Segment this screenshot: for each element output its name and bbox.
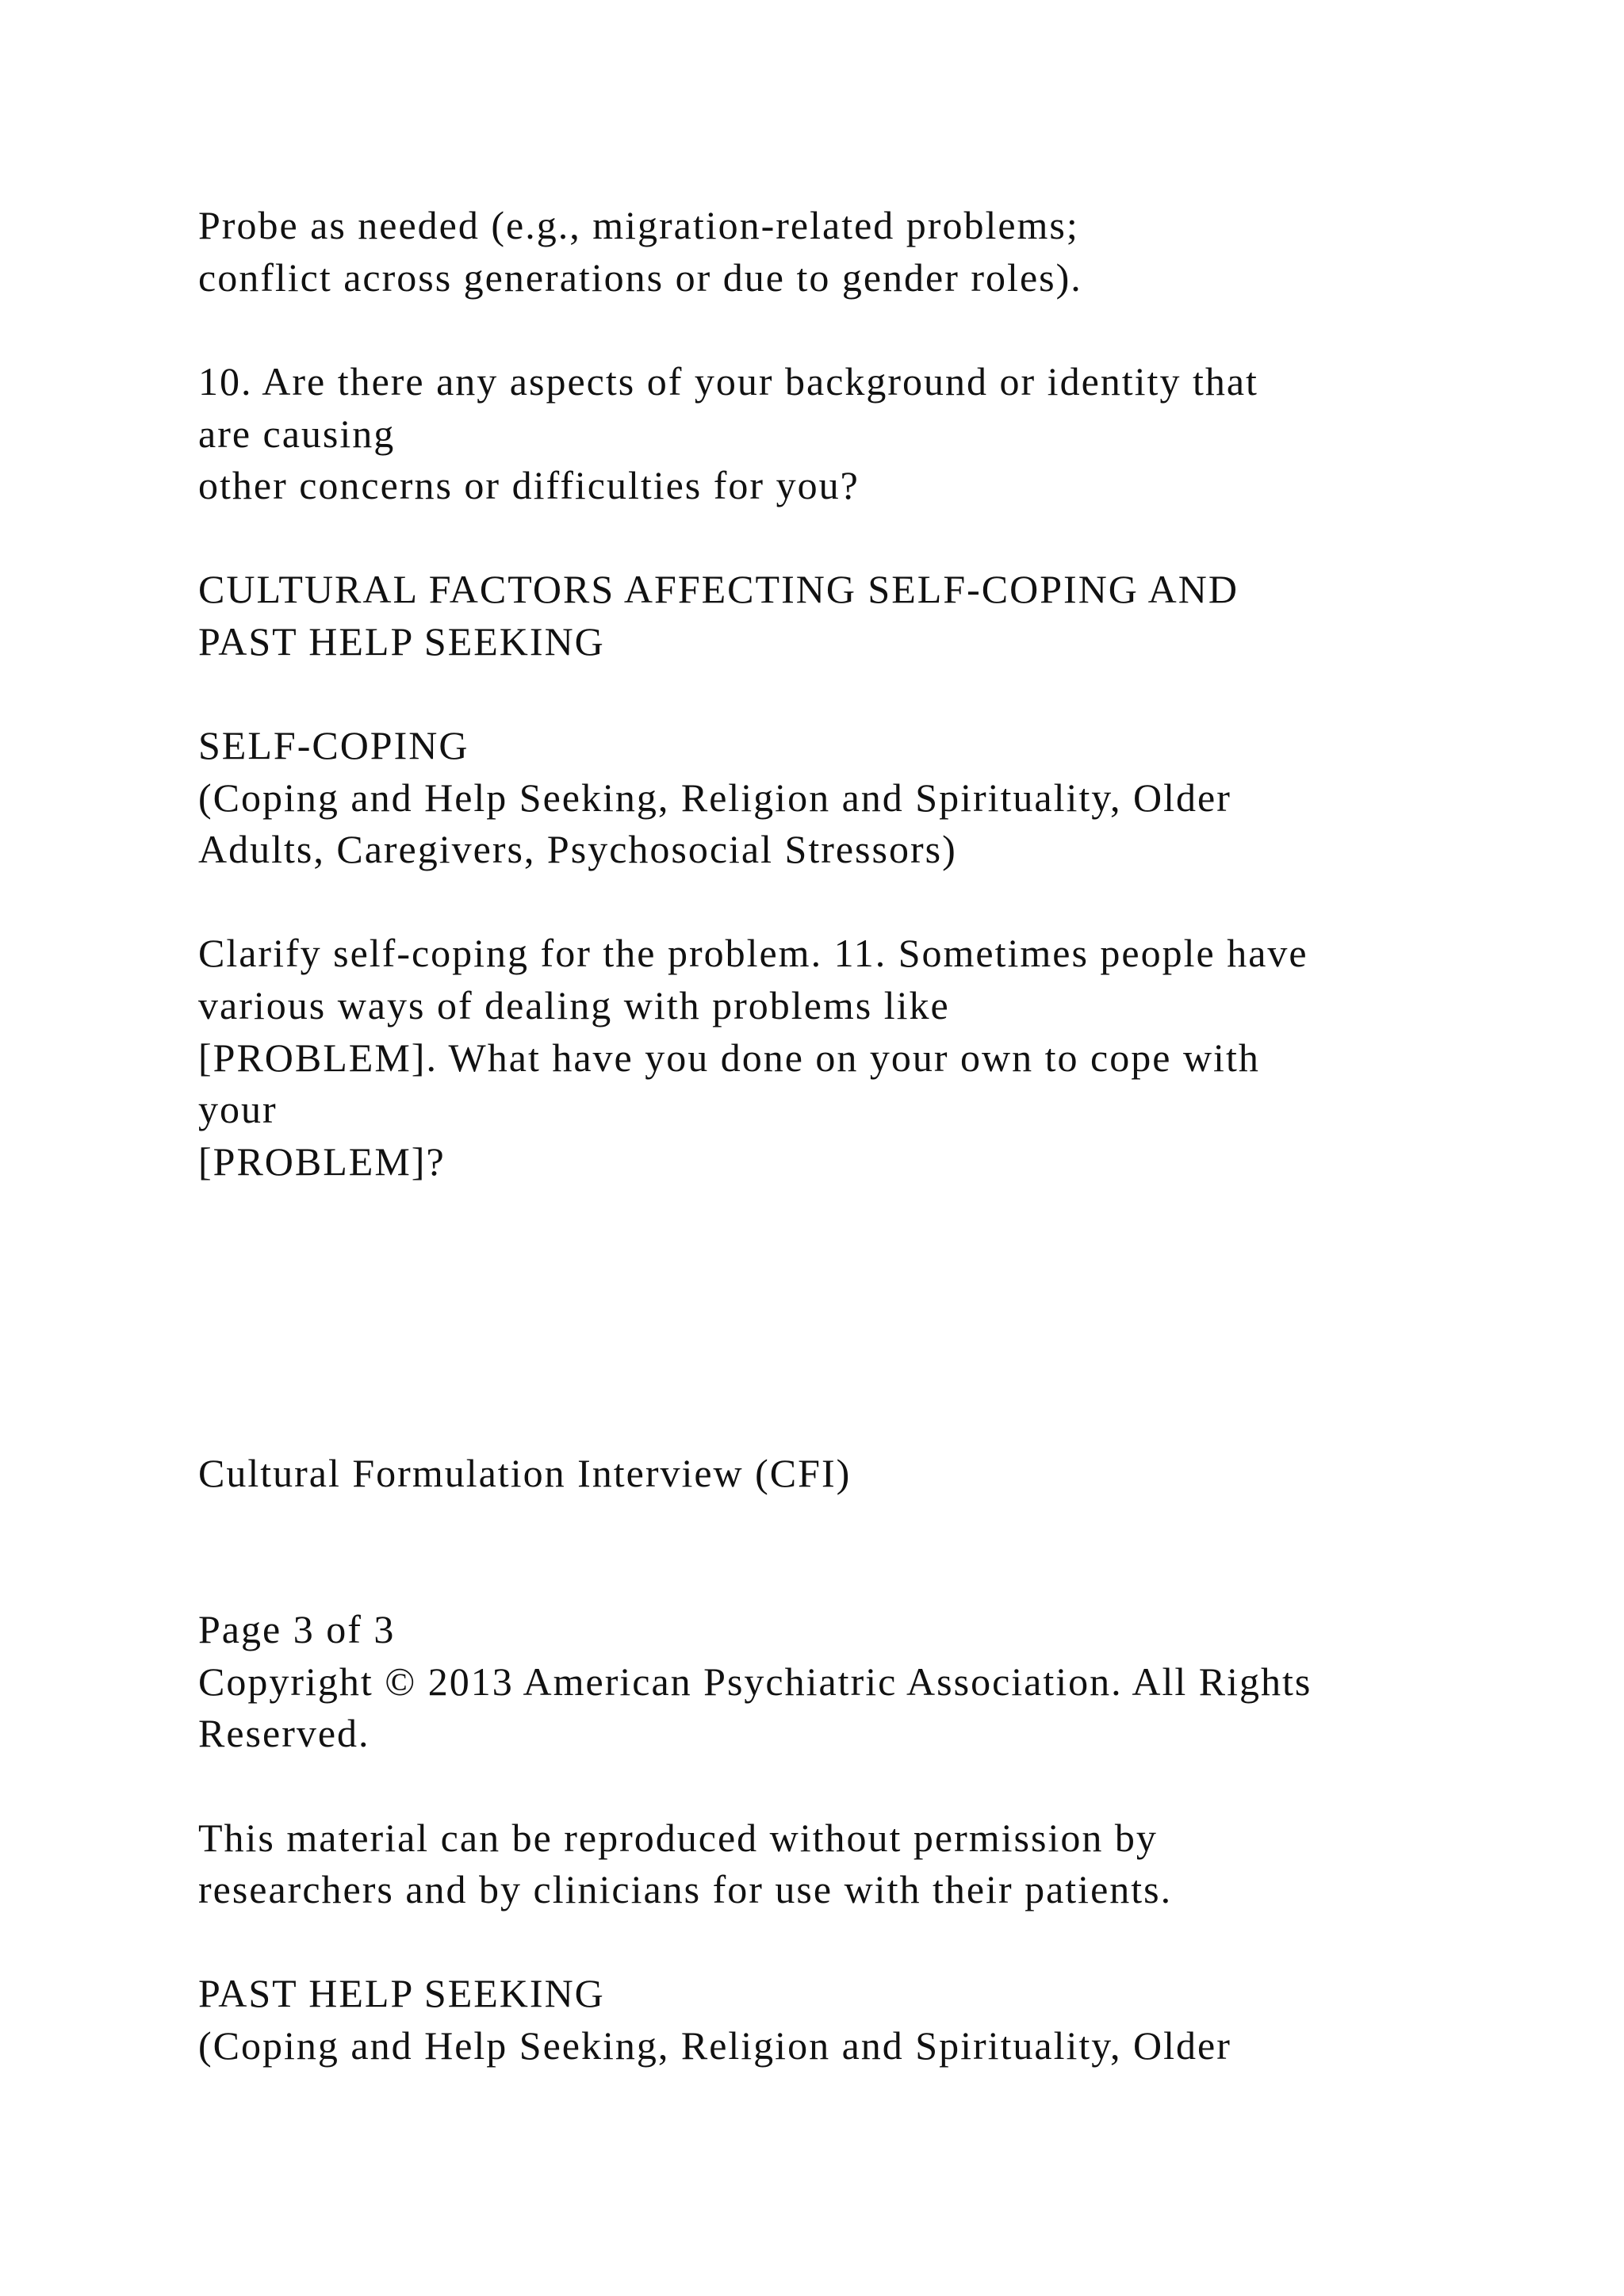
- question-10-line-1: 10. Are there any aspects of your background or identity that: [198, 359, 1258, 404]
- question-11-line-2: various ways of dealing with problems like: [198, 983, 950, 1027]
- self-coping-topics-line-2: Adults, Caregivers, Psychosocial Stressors): [198, 827, 957, 871]
- copyright-line-2: Reserved.: [198, 1711, 370, 1755]
- question-11-line-5: [PROBLEM]?: [198, 1139, 446, 1184]
- question-10-line-3: other concerns or difficulties for you?: [198, 463, 860, 507]
- question-10-line-2: are causing: [198, 411, 396, 456]
- probe-instruction-line-1: Probe as needed (e.g., migration-related problems;: [198, 203, 1079, 247]
- section-heading-line-2: PAST HELP SEEKING: [198, 619, 605, 664]
- permission-line-1: This material can be reproduced without permission by: [198, 1816, 1158, 1860]
- page-number: Page 3 of 3: [198, 1607, 396, 1651]
- question-11-line-4: your: [198, 1087, 278, 1131]
- question-11-line-1: Clarify self-coping for the problem. 11. Sometimes people have: [198, 931, 1308, 975]
- copyright-line-1: Copyright © 2013 American Psychiatric Association. All Rights: [198, 1659, 1312, 1704]
- past-help-seeking-topics-line-1: (Coping and Help Seeking, Religion and Spirituality, Older: [198, 2023, 1231, 2068]
- past-help-seeking-heading: PAST HELP SEEKING: [198, 1971, 605, 2015]
- section-heading-line-1: CULTURAL FACTORS AFFECTING SELF-COPING AND: [198, 567, 1239, 611]
- footer-title: Cultural Formulation Interview (CFI): [198, 1451, 852, 1495]
- question-11-line-3: [PROBLEM]. What have you done on your own to cope with: [198, 1035, 1260, 1080]
- self-coping-topics-line-1: (Coping and Help Seeking, Religion and Spirituality, Older: [198, 775, 1231, 820]
- self-coping-heading: SELF-COPING: [198, 723, 469, 767]
- permission-line-2: researchers and by clinicians for use with their patients.: [198, 1867, 1173, 1911]
- probe-instruction-line-2: conflict across generations or due to gender roles).: [198, 255, 1082, 300]
